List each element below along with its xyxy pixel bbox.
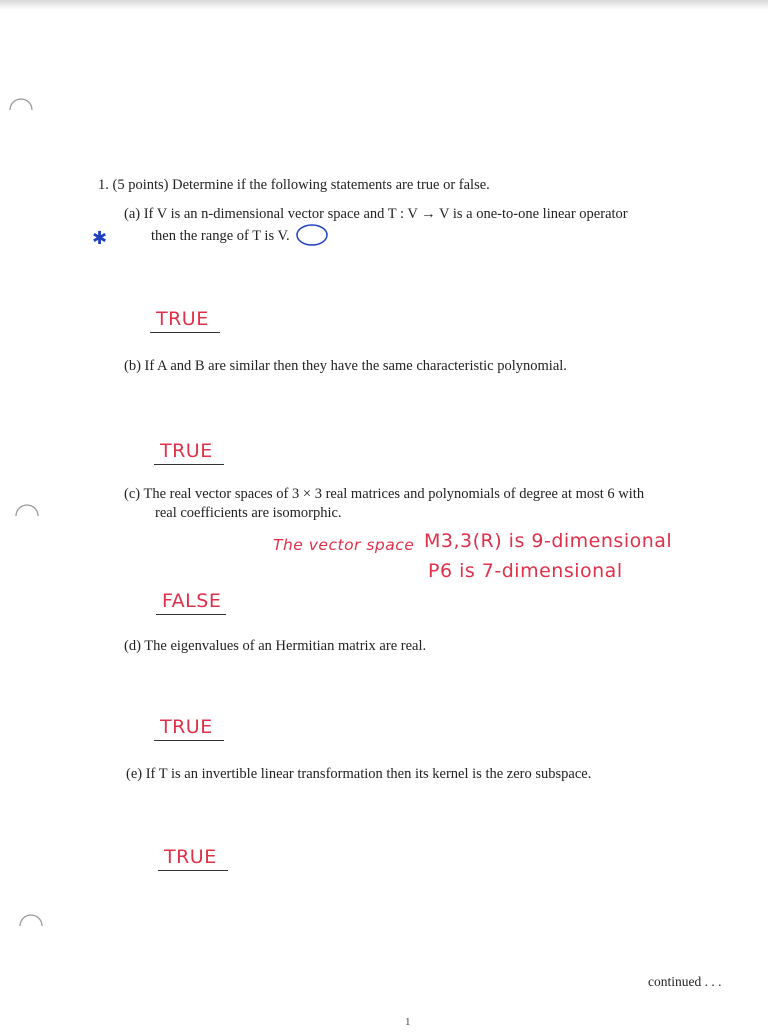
part-a-statement: If V is an n-dimensional vector space and T : V → V is a one-to-one linear operator xyxy=(143,206,628,222)
margin-star-icon: ✱ xyxy=(92,228,108,249)
part-c-line1 xyxy=(124,484,644,504)
answer-c: FALSE xyxy=(156,590,226,615)
part-b-line1 xyxy=(124,356,567,376)
note-prefix: The vector space xyxy=(273,536,415,554)
circled-v-annotation xyxy=(294,222,330,248)
problem-number: 1. xyxy=(98,177,109,193)
part-a-line1 xyxy=(124,204,628,224)
part-e-statement: If T is an invertible linear transformation then its kernel is the zero subspace. xyxy=(145,766,592,782)
part-d-line1 xyxy=(124,636,426,656)
note-line-1: M3,3(R) is 9-dimensional xyxy=(424,530,673,552)
binder-hole-bottom xyxy=(16,912,44,940)
binder-hole-top xyxy=(6,96,34,124)
note-line-2: P6 is 7-dimensional xyxy=(428,560,623,582)
answer-d: TRUE xyxy=(154,716,224,741)
part-a-line2: then the range of T is V. xyxy=(151,228,290,244)
part-e-label: (e) xyxy=(126,766,143,782)
part-c-statement: The real vector spaces of 3 × 3 real matrices and polynomials of degree at most 6 with xyxy=(143,486,645,502)
part-c-label: (c) xyxy=(124,486,141,502)
problem-intro: (5 points) Determine if the following statements are true or false. xyxy=(112,177,490,193)
part-b-statement: If A and B are similar then they have the same characteristic polynomial. xyxy=(144,358,567,374)
binder-hole-middle xyxy=(12,502,40,530)
answer-b: TRUE xyxy=(154,440,224,465)
part-c-line2: real coefficients are isomorphic. xyxy=(155,505,342,521)
part-e-line1 xyxy=(126,764,591,784)
part-a-label: (a) xyxy=(124,206,141,222)
page-number: 1 xyxy=(405,1016,411,1028)
answer-e: TRUE xyxy=(158,846,228,871)
problem-header xyxy=(98,175,490,195)
page-top-edge xyxy=(0,0,768,10)
part-d-label: (d) xyxy=(124,638,141,654)
continued-text: continued . . . xyxy=(648,974,722,989)
part-b-label: (b) xyxy=(124,358,141,374)
part-d-statement: The eigenvalues of an Hermitian matrix are real. xyxy=(144,638,427,654)
answer-a: TRUE xyxy=(150,308,220,333)
